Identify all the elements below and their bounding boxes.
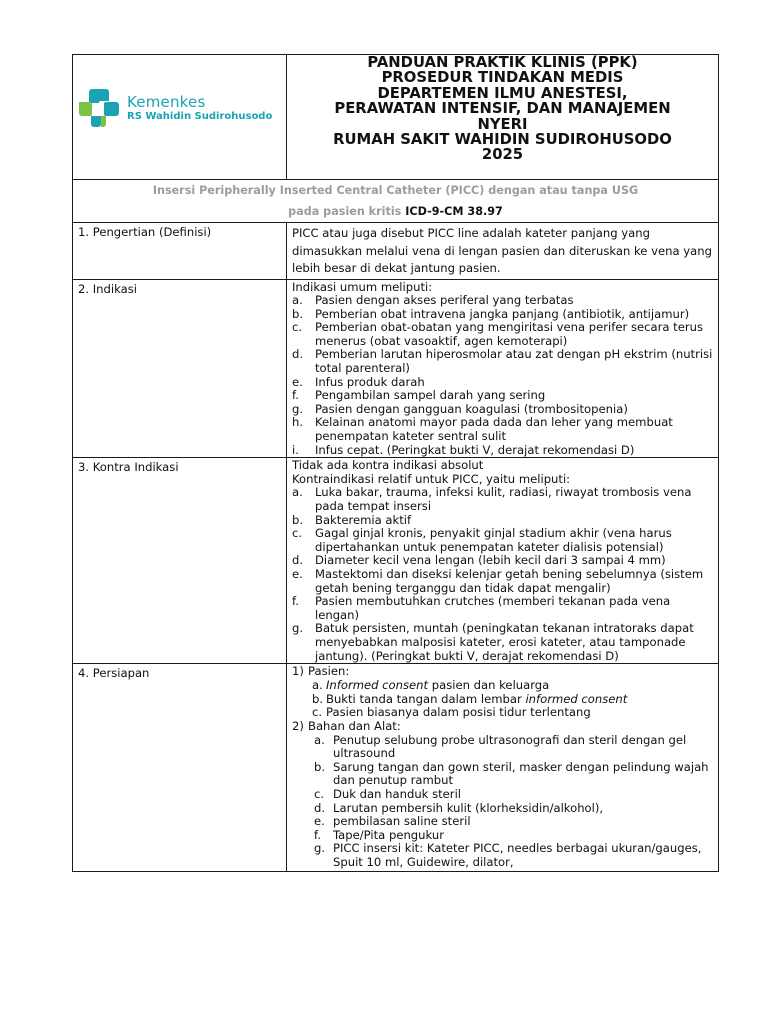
list-item: a. Penutup selubung probe ultrasonografi dan steril dengan gel ultrasound (314, 732, 687, 761)
list-item: i. Infus cepat. (Peringkat bukti V, derajat rekomendasi D) (292, 442, 635, 457)
list-item: g. PICC insersi kit: Kateter PICC, needles berbagai ukuran/gauges, Spuit 10 ml, Guidewire, dilator, (314, 841, 702, 870)
icd-code: ICD-9-CM 38.97 (405, 205, 503, 218)
preparation-row (73, 664, 719, 872)
list-item: g. Batuk persisten, muntah (peningkatan tekanan intratoraks dapat menyebabkan malposisi kateter, erosi kateter, atau tamponade jantung). (Peringkat bukti V, derajat rekomendasi D) (292, 621, 694, 663)
definition-text: PICC atau juga disebut PICC line adalah kateter panjang yang dimasukkan melalui vena di lengan pasien dan diteruskan ke vena yang lebih besar di dekat jantung pasien. (292, 226, 712, 275)
contraindication-row (73, 458, 719, 664)
list-item: e. pembilasan saline steril (314, 814, 471, 829)
list-item: d. Pemberian larutan hiperosmolar atau zat dengan pH ekstrim (nutrisi total parenteral) (292, 347, 713, 376)
list-item: e. Infus produk darah (292, 374, 425, 389)
title-line: 2025 (481, 146, 524, 164)
list-item: a. Informed consent pasien dan keluarga (312, 677, 550, 692)
indication-content (287, 279, 719, 458)
kemenkes-emblem-icon (77, 85, 121, 131)
list-item: d. Larutan pembersih kulit (klorheksidin/alkohol), (314, 800, 604, 815)
list-item: f. Pasien membutuhkan crutches (memberi tekanan pada vena lengan) (292, 594, 671, 622)
title-line: DEPARTEMEN ILMU ANESTESI, (377, 84, 628, 102)
list-item: a. Luka bakar, trauma, infeksi kulit, radiasi, riwayat trombosis vena pada tempat insersi (292, 485, 692, 513)
list-item: f. Pengambilan sampel darah yang sering (292, 388, 546, 403)
list-item: b. Pemberian obat intravena jangka panjang (antibiotik, antijamur) (292, 306, 690, 321)
contraindication-relative-intro: Kontraindikasi relatif untuk PICC, yaitu meliputi: (292, 471, 571, 486)
preparation-list (292, 665, 714, 870)
logo-text (127, 94, 272, 123)
indication-row (73, 279, 719, 458)
section-label-contraindication: 3. Kontra Indikasi (73, 458, 287, 664)
title-line: PANDUAN PRAKTIK KLINIS (PPK) (367, 54, 638, 71)
list-item: c. Gagal ginjal kronis, penyakit ginjal stadium akhir (vena harus dipertahankan untuk penempatan kateter dialisis potensial) (292, 526, 672, 554)
kemenkes-logo (77, 85, 272, 131)
procedure-name-line2: pada pasien kritis (288, 205, 402, 218)
section-label-preparation: 4. Persiapan (73, 664, 287, 872)
list-item: b. Bakteremia aktif (292, 512, 412, 527)
procedure-name-line1: Insersi Peripherally Inserted Central Catheter (PICC) dengan atau tanpa USG (152, 184, 639, 197)
ppk-document-table (72, 54, 719, 872)
document-title (287, 55, 719, 180)
preparation-materials: 2) Bahan dan Alat: a. Penutup selubung probe ultrasonografi dan steril dengan gel ultrasound b. Sarung tangan dan gown steril, masker dengan pelindung wajah dan penutup rambut c. Duk dan handuk steril d. Larutan pembersih kulit (klorheksidin/alkohol), e. pembilasan saline steril f. Tape/Pita pengukur g. PICC insersi kit: Kateter PICC, needles berbagai ukuran/gauges, Spuit 10 ml, Guidewire, dilator, (292, 720, 714, 870)
procedure-title (73, 180, 719, 223)
section-label-definition: 1. Pengertian (Definisi) (73, 223, 287, 280)
list-item: g. Pasien dengan gangguan koagulasi (trombositopenia) (292, 401, 628, 416)
list-item: c. Duk dan handuk steril (314, 787, 462, 802)
logo-hospital-name: RS Wahidin Sudirohusodo (127, 110, 273, 122)
patient-list (308, 679, 714, 720)
preparation-content (287, 664, 719, 872)
logo-brand: Kemenkes (127, 92, 206, 111)
list-item: h. Kelainan anatomi mayor pada dada dan leher yang membuat penempatan kateter sentral sulit (292, 415, 673, 444)
preparation-patient: 1) Pasien: a. Informed consent pasien dan keluarga b. Bukti tanda tangan dalam lembar informed consent c. Pasien biasanya dalam posisi tidur terlentang (292, 665, 714, 720)
logo-cell (73, 55, 287, 180)
list-item: b. Bukti tanda tangan dalam lembar informed consent (312, 691, 628, 706)
header-row (73, 55, 719, 180)
definition-content (287, 223, 719, 280)
procedure-row (73, 180, 719, 223)
list-item: e. Mastektomi dan diseksi kelenjar getah bening sebelumnya (sistem getah bening terganggu dan tidak dapat mengalir) (292, 566, 704, 595)
title-line: PERAWATAN INTENSIF, DAN MANAJEMEN (334, 100, 671, 118)
title-line: NYERI (477, 115, 528, 133)
definition-row (73, 223, 719, 280)
list-item: c. Pasien biasanya dalam posisi tidur terlentang (312, 705, 591, 720)
section-label-indication: 2. Indikasi (73, 279, 287, 458)
materials-list (308, 734, 714, 870)
list-item: b. Sarung tangan dan gown steril, masker dengan pelindung wajah dan penutup rambut (314, 759, 709, 788)
contraindication-content (287, 458, 719, 664)
list-item: d. Diameter kecil vena lengan (lebih kecil dari 3 sampai 4 mm) (292, 553, 666, 568)
list-item: a. Pasien dengan akses periferal yang terbatas (292, 293, 574, 308)
indication-list (292, 294, 714, 457)
title-line: PROSEDUR TINDAKAN MEDIS (381, 69, 624, 87)
list-item: c. Pemberian obat-obatan yang mengiritasi vena perifer secara terus menerus (obat vasoaktif, agen kemoterapi) (292, 320, 703, 348)
title-line: RUMAH SAKIT WAHIDIN SUDIROHUSODO (333, 131, 672, 149)
indication-intro: Indikasi umum meliputi: (292, 279, 433, 294)
contraindication-list (292, 486, 714, 663)
contraindication-absolute: Tidak ada kontra indikasi absolut (292, 458, 484, 473)
list-item: f. Tape/Pita pengukur (314, 827, 444, 842)
